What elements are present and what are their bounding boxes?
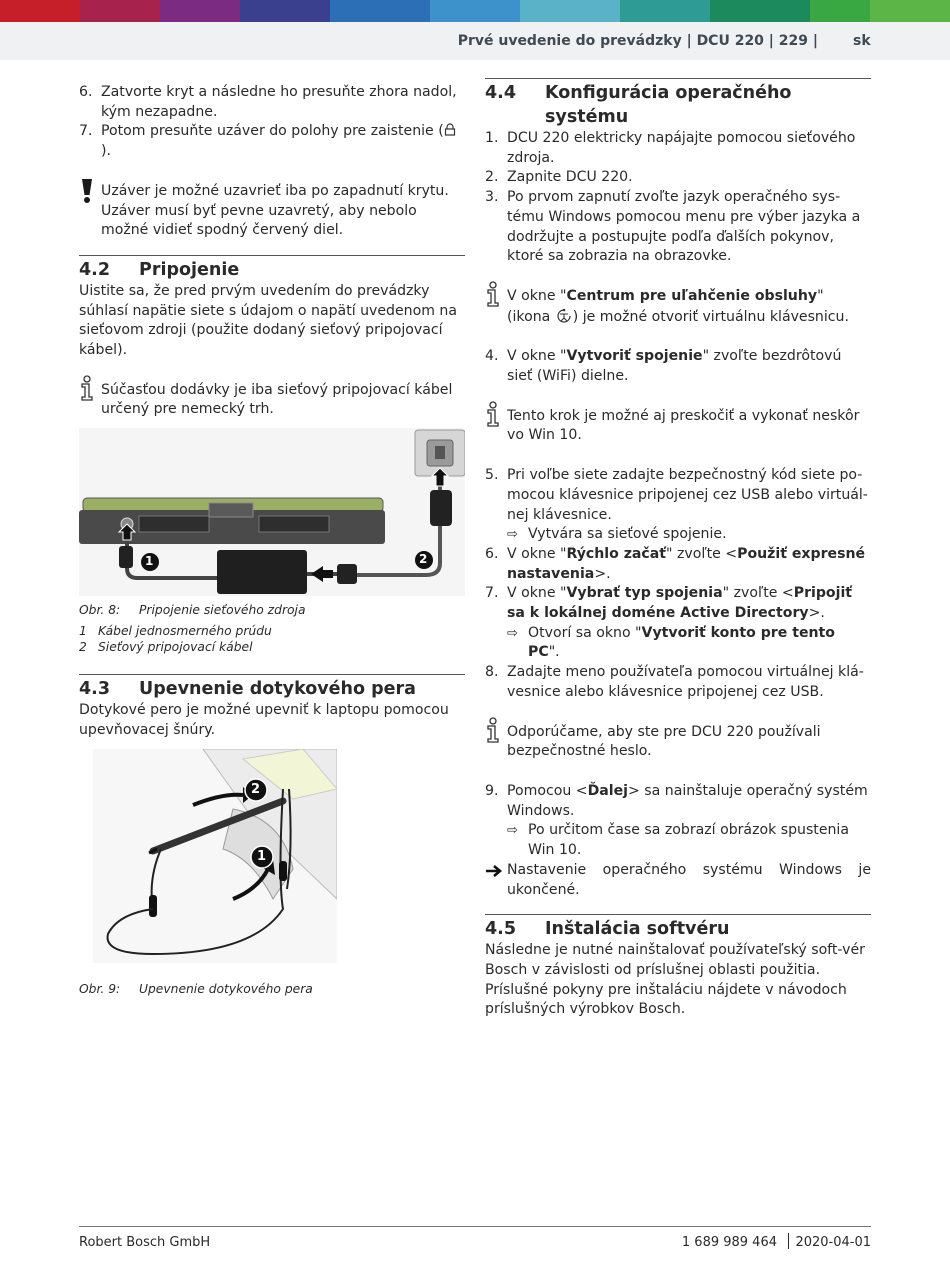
- option-name: Pripojiť sa k lokálnej doméne Active Directory: [507, 585, 853, 622]
- figure-9-caption: [79, 981, 465, 998]
- left-column: [79, 83, 465, 998]
- info-icon: [485, 287, 507, 327]
- step-number: 6.: [79, 84, 93, 100]
- section-number: 4.3: [79, 679, 111, 700]
- step-5: [485, 466, 871, 525]
- text-part: V okne ": [507, 545, 567, 562]
- step-7: [485, 584, 871, 623]
- step-number: 3.: [485, 189, 499, 206]
- text-part: V okne ": [507, 287, 567, 304]
- step-text: [507, 584, 871, 623]
- step-1: [485, 129, 871, 168]
- figure-number: Obr. 8:: [79, 603, 121, 618]
- figure-8-legend: [79, 623, 465, 655]
- section-4-4-heading: [485, 78, 871, 129]
- figure-marker-2: 2: [251, 781, 261, 797]
- step-text: [507, 545, 871, 584]
- section-title: Inštalácia softvéru: [545, 919, 730, 940]
- step-6: [485, 545, 871, 584]
- step-text-b: ).: [101, 143, 111, 160]
- step-text-a: Potom presuňte uzáver do polohy pre zaistenie (: [101, 123, 444, 140]
- text-part: >.: [808, 605, 825, 622]
- result-text: Vytvára sa sieťové spojenie.: [528, 526, 727, 543]
- warning-text: Uzáver je možné uzavrieť iba po zapadnutí krytu. Uzáver musí byť pevne uzavretý, aby nebolo možné vidieť spodný červený diel.: [101, 182, 449, 239]
- section-4-2-text: Uistite sa, že pred prvým uvedením do prevádzky súhlasí napätie siete s údajom o napätí uvedenom na sieťovom zdroji (použite dodaný sieťový pripojovací kábel).: [79, 282, 458, 359]
- result-text: [528, 624, 871, 663]
- section-title: Upevnenie dotykového pera: [139, 679, 416, 700]
- footer-company: Robert Bosch GmbH: [79, 1235, 211, 1250]
- step-8: [485, 663, 871, 702]
- step-9: [485, 782, 871, 821]
- lock-icon: [444, 123, 456, 136]
- legend-item: [79, 623, 465, 639]
- text-part: " (ikona: [507, 287, 824, 325]
- step-text: Pri voľbe siete zadajte bezpečnostný kód siete po-mocou klávesnice pripojenej cez USB alebo virtuál-nej klávesnice.: [507, 467, 868, 523]
- text-part: >.: [594, 565, 611, 582]
- info-text: Odporúčame, aby ste pre DCU 220 používali bezpečnostné heslo.: [507, 723, 821, 760]
- step-number: 7.: [79, 123, 93, 140]
- figure-marker-1: 1: [145, 554, 154, 569]
- page-footer: [79, 1226, 871, 1250]
- footer-doc-number: 1 689 989 464: [681, 1235, 777, 1250]
- button-name: Ďalej: [587, 782, 629, 799]
- info-note: [79, 381, 465, 420]
- info-note-2: [485, 407, 871, 446]
- figure-number: Obr. 9:: [79, 981, 121, 996]
- page-header: [0, 22, 950, 60]
- pen-attachment-figure: [93, 749, 337, 963]
- result-text: Po určitom čase sa zobrazí obrázok spustenia Win 10.: [528, 822, 849, 859]
- section-number: 4.5: [485, 919, 517, 940]
- text-part: " zvoľte bezdrôtovú sieť (WiFi) dielne.: [507, 348, 842, 385]
- final-text: Nastavenie operačného systému Windows je ukončené.: [507, 861, 871, 898]
- footer-separator: [788, 1233, 789, 1249]
- info-icon: [79, 381, 101, 420]
- section-number: 4.4: [485, 83, 517, 103]
- step-text: Zapnite DCU 220.: [507, 169, 633, 186]
- step-text: Po prvom zapnutí zvoľte jazyk operačného sys-tému Windows pomocou menu pre výber jazyka a dodržujte a postupujte podľa ďalších pokynov, ktoré sa zobrazia na obrazovke.: [507, 189, 861, 265]
- info-note-1: [485, 287, 871, 327]
- legend-value: Kábel jednosmerného prúdu: [98, 624, 272, 639]
- section-4-5-heading: [485, 914, 871, 941]
- section-number: 4.2: [79, 259, 111, 280]
- step-9-result: [485, 821, 871, 860]
- step-4: [485, 347, 871, 386]
- window-name: Rýchlo začať: [566, 545, 667, 562]
- info-icon: [485, 407, 507, 446]
- info-text: Súčasťou dodávky je iba sieťový pripojovací kábel určený pre nemecký trh.: [101, 381, 453, 418]
- step-number: 6.: [485, 545, 499, 562]
- section-title: Konfigurácia operačného systému: [545, 83, 792, 127]
- result-arrow-icon: ⇨: [507, 625, 518, 641]
- text-part: Pomocou <: [507, 782, 588, 799]
- figure-8-caption: [79, 602, 465, 619]
- step-7: [79, 122, 465, 161]
- step-number: 7.: [485, 585, 499, 602]
- step-5-result: [485, 525, 871, 545]
- text-part: V okne ": [507, 585, 567, 602]
- text-part: ) je možné otvoriť virtuálnu klávesnicu.: [572, 308, 849, 325]
- final-result: [485, 861, 871, 900]
- text-part: " zvoľte <: [666, 545, 738, 562]
- warning-note: [79, 182, 465, 241]
- legend-key: 2: [79, 640, 87, 655]
- text-part: " zvoľte <: [722, 585, 794, 602]
- option-name: Použiť expresné nastavenia: [507, 545, 866, 582]
- final-arrow-icon: [485, 861, 507, 900]
- text-part: ".: [548, 644, 560, 661]
- info-text: Tento krok je možné aj preskočiť a vykonať neskôr vo Win 10.: [507, 407, 860, 444]
- section-4-3-text: Dotykové pero je možné upevniť k laptopu pomocou upevňovacej šnúry.: [79, 702, 449, 738]
- legend-item: [79, 639, 465, 655]
- step-3: [485, 188, 871, 267]
- step-2: [485, 168, 871, 188]
- step-text: Zatvorte kryt a následne ho presuňte zhora nadol, kým nezapadne.: [101, 84, 457, 120]
- info-note-3: [485, 723, 871, 762]
- text-part: > sa nainštaluje operačný systém Windows.: [507, 782, 868, 819]
- step-text: Zadajte meno používateľa pomocou virtuálnej klá-vesnice alebo klávesnice pripojenej cez USB.: [507, 664, 864, 700]
- legend-value: Sieťový pripojovací kábel: [98, 640, 253, 655]
- step-7-result: [485, 624, 871, 663]
- window-name: Centrum pre uľahčenie obsluhy: [566, 287, 818, 304]
- text-part: Otvorí sa okno ": [528, 624, 642, 641]
- info-text: [507, 287, 871, 327]
- step-number: 5.: [485, 467, 499, 484]
- step-text: [507, 782, 871, 821]
- right-column: [485, 78, 871, 1020]
- result-arrow-icon: ⇨: [507, 527, 518, 543]
- section-4-2-heading: [79, 255, 465, 282]
- language-code: sk: [853, 33, 871, 49]
- step-text: [507, 347, 871, 386]
- step-text: DCU 220 elektricky napájajte pomocou sieťového zdroja.: [507, 130, 856, 166]
- text-part: V okne ": [507, 348, 567, 365]
- step-number: 8.: [485, 664, 499, 681]
- step-number: 2.: [485, 169, 499, 186]
- step-text: [101, 122, 465, 161]
- figure-marker-1: 1: [257, 848, 267, 864]
- figure-caption-text: Pripojenie sieťového zdroja: [139, 603, 306, 618]
- figure-caption-text: Upevnenie dotykového pera: [139, 981, 313, 996]
- info-icon: [485, 723, 507, 762]
- section-4-3-heading: [79, 674, 465, 701]
- legend-key: 1: [79, 624, 87, 639]
- step-number: 9.: [485, 782, 499, 799]
- figure-marker-2: 2: [419, 552, 428, 567]
- power-connection-figure: [79, 428, 465, 596]
- section-title: Pripojenie: [139, 259, 240, 280]
- window-name: Vytvoriť konto pre tento PC: [528, 624, 835, 661]
- footer-date: 2020-04-01: [795, 1235, 871, 1250]
- window-name: Vybrať typ spojenia: [566, 585, 723, 602]
- window-name: Vytvoriť spojenie: [566, 348, 703, 365]
- exclamation-icon: [79, 182, 101, 241]
- ease-of-access-icon: [555, 307, 573, 323]
- result-arrow-icon: ⇨: [507, 823, 518, 839]
- step-number: 1.: [485, 130, 499, 146]
- step-6: [79, 83, 465, 122]
- section-4-5-text: Následne je nutné nainštalovať používateľský soft-vér Bosch v závislosti od príslušnej oblasti použitia. Príslušné pokyny pre inštaláciu nájdete v návodoch príslušných výrobkov Bosch.: [485, 942, 865, 1018]
- step-number: 4.: [485, 348, 499, 365]
- header-title: Prvé uvedenie do prevádzky | DCU 220 | 229 |: [457, 33, 818, 49]
- brand-color-bar: [0, 0, 950, 22]
